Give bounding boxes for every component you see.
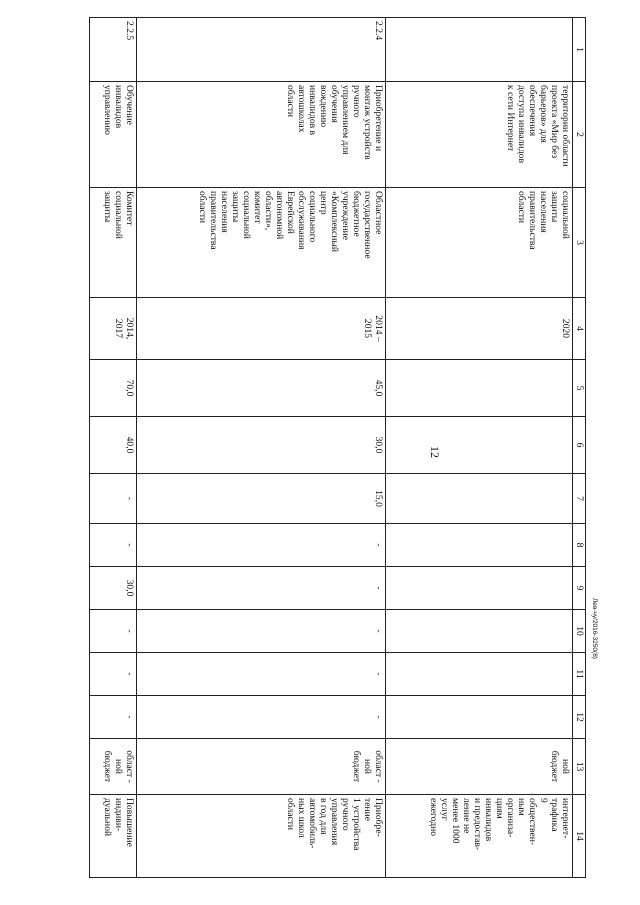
cell-measure: Обучение инвалидов управлению [90, 82, 137, 188]
cell-value [386, 524, 573, 567]
header-cell: 11 [573, 653, 586, 696]
cell-value: - [137, 696, 386, 739]
cell-value [386, 474, 573, 524]
header-cell: 4 [573, 298, 586, 360]
cell-executor: Областное государственное бюджетное учреждение «Комплексный центр социального обслуживания Еврейской автономной области», комитет социальной защиты населения правительства области [137, 188, 386, 298]
cell-value: - [137, 524, 386, 567]
cell-value: - [90, 610, 137, 653]
cell-value [386, 610, 573, 653]
header-cell: 13 [573, 739, 586, 795]
cell-result: интернет- трафика 9 обществен- ным организа- циям инвалидов и предостав- ление не менее 1000 услуг ежегодно [386, 795, 573, 878]
cell-value [386, 417, 573, 474]
cell-period: 2020 [386, 298, 573, 360]
cell-source: ной бюджет [386, 739, 573, 795]
header-cell: 1 [573, 18, 586, 82]
header-cell: 10 [573, 610, 586, 653]
cell-value [386, 567, 573, 610]
cell-value [386, 653, 573, 696]
table-row [386, 18, 573, 878]
cell-measure: территории области проекта «Мир без барьеров» для обеспечения доступа инвалидов к сети Интернет [386, 82, 573, 188]
cell-number [386, 18, 573, 82]
cell-number: 2.2.4 [137, 18, 386, 82]
cell-value [386, 696, 573, 739]
cell-period: 2014, 2017 [90, 298, 137, 360]
page-number: 12 [428, 446, 442, 458]
program-table [89, 17, 586, 878]
cell-source: област - ной бюджет [90, 739, 137, 795]
cell-source: област - ной бюджет [137, 739, 386, 795]
cell-value: - [137, 567, 386, 610]
cell-executor: Комитет социальной защиты [90, 188, 137, 298]
program-table-container [66, 17, 586, 877]
cell-value: - [90, 653, 137, 696]
header-cell: 7 [573, 474, 586, 524]
cell-result: Повышение индиви- дуальной [90, 795, 137, 878]
cell-value: 30,0 [90, 567, 137, 610]
cell-value: 15,0 [137, 474, 386, 524]
cell-value: 45,0 [137, 360, 386, 417]
cell-value: - [137, 610, 386, 653]
header-cell: 9 [573, 567, 586, 610]
cell-value: 30,0 [137, 417, 386, 474]
table-row [90, 18, 137, 878]
cell-value: - [90, 696, 137, 739]
header-cell: 6 [573, 417, 586, 474]
cell-value [386, 360, 573, 417]
cell-measure: Приобретение и монтаж устройств ручного управлением для обучения вождению инвалидов в автошколах области [137, 82, 386, 188]
header-cell: 3 [573, 188, 586, 298]
cell-result: Приобре- тение 1 устройства ручного управления в год для автомобиль- ных школ области [137, 795, 386, 878]
table-row [137, 18, 386, 878]
header-cell: 8 [573, 524, 586, 567]
cell-period: 2014 – 2015 [137, 298, 386, 360]
cell-number: 2.2.5 [90, 18, 137, 82]
table-header-row [573, 18, 586, 878]
document-code: Лев-чу/2016-3250(8) [591, 598, 598, 659]
cell-executor: социальной защиты населения правительства области [386, 188, 573, 298]
cell-value: - [90, 474, 137, 524]
header-cell: 5 [573, 360, 586, 417]
header-cell: 14 [573, 795, 586, 878]
cell-value: - [137, 653, 386, 696]
header-cell: 12 [573, 696, 586, 739]
header-cell: 2 [573, 82, 586, 188]
cell-value: 70,0 [90, 360, 137, 417]
cell-value: - [90, 524, 137, 567]
cell-value: 40,0 [90, 417, 137, 474]
